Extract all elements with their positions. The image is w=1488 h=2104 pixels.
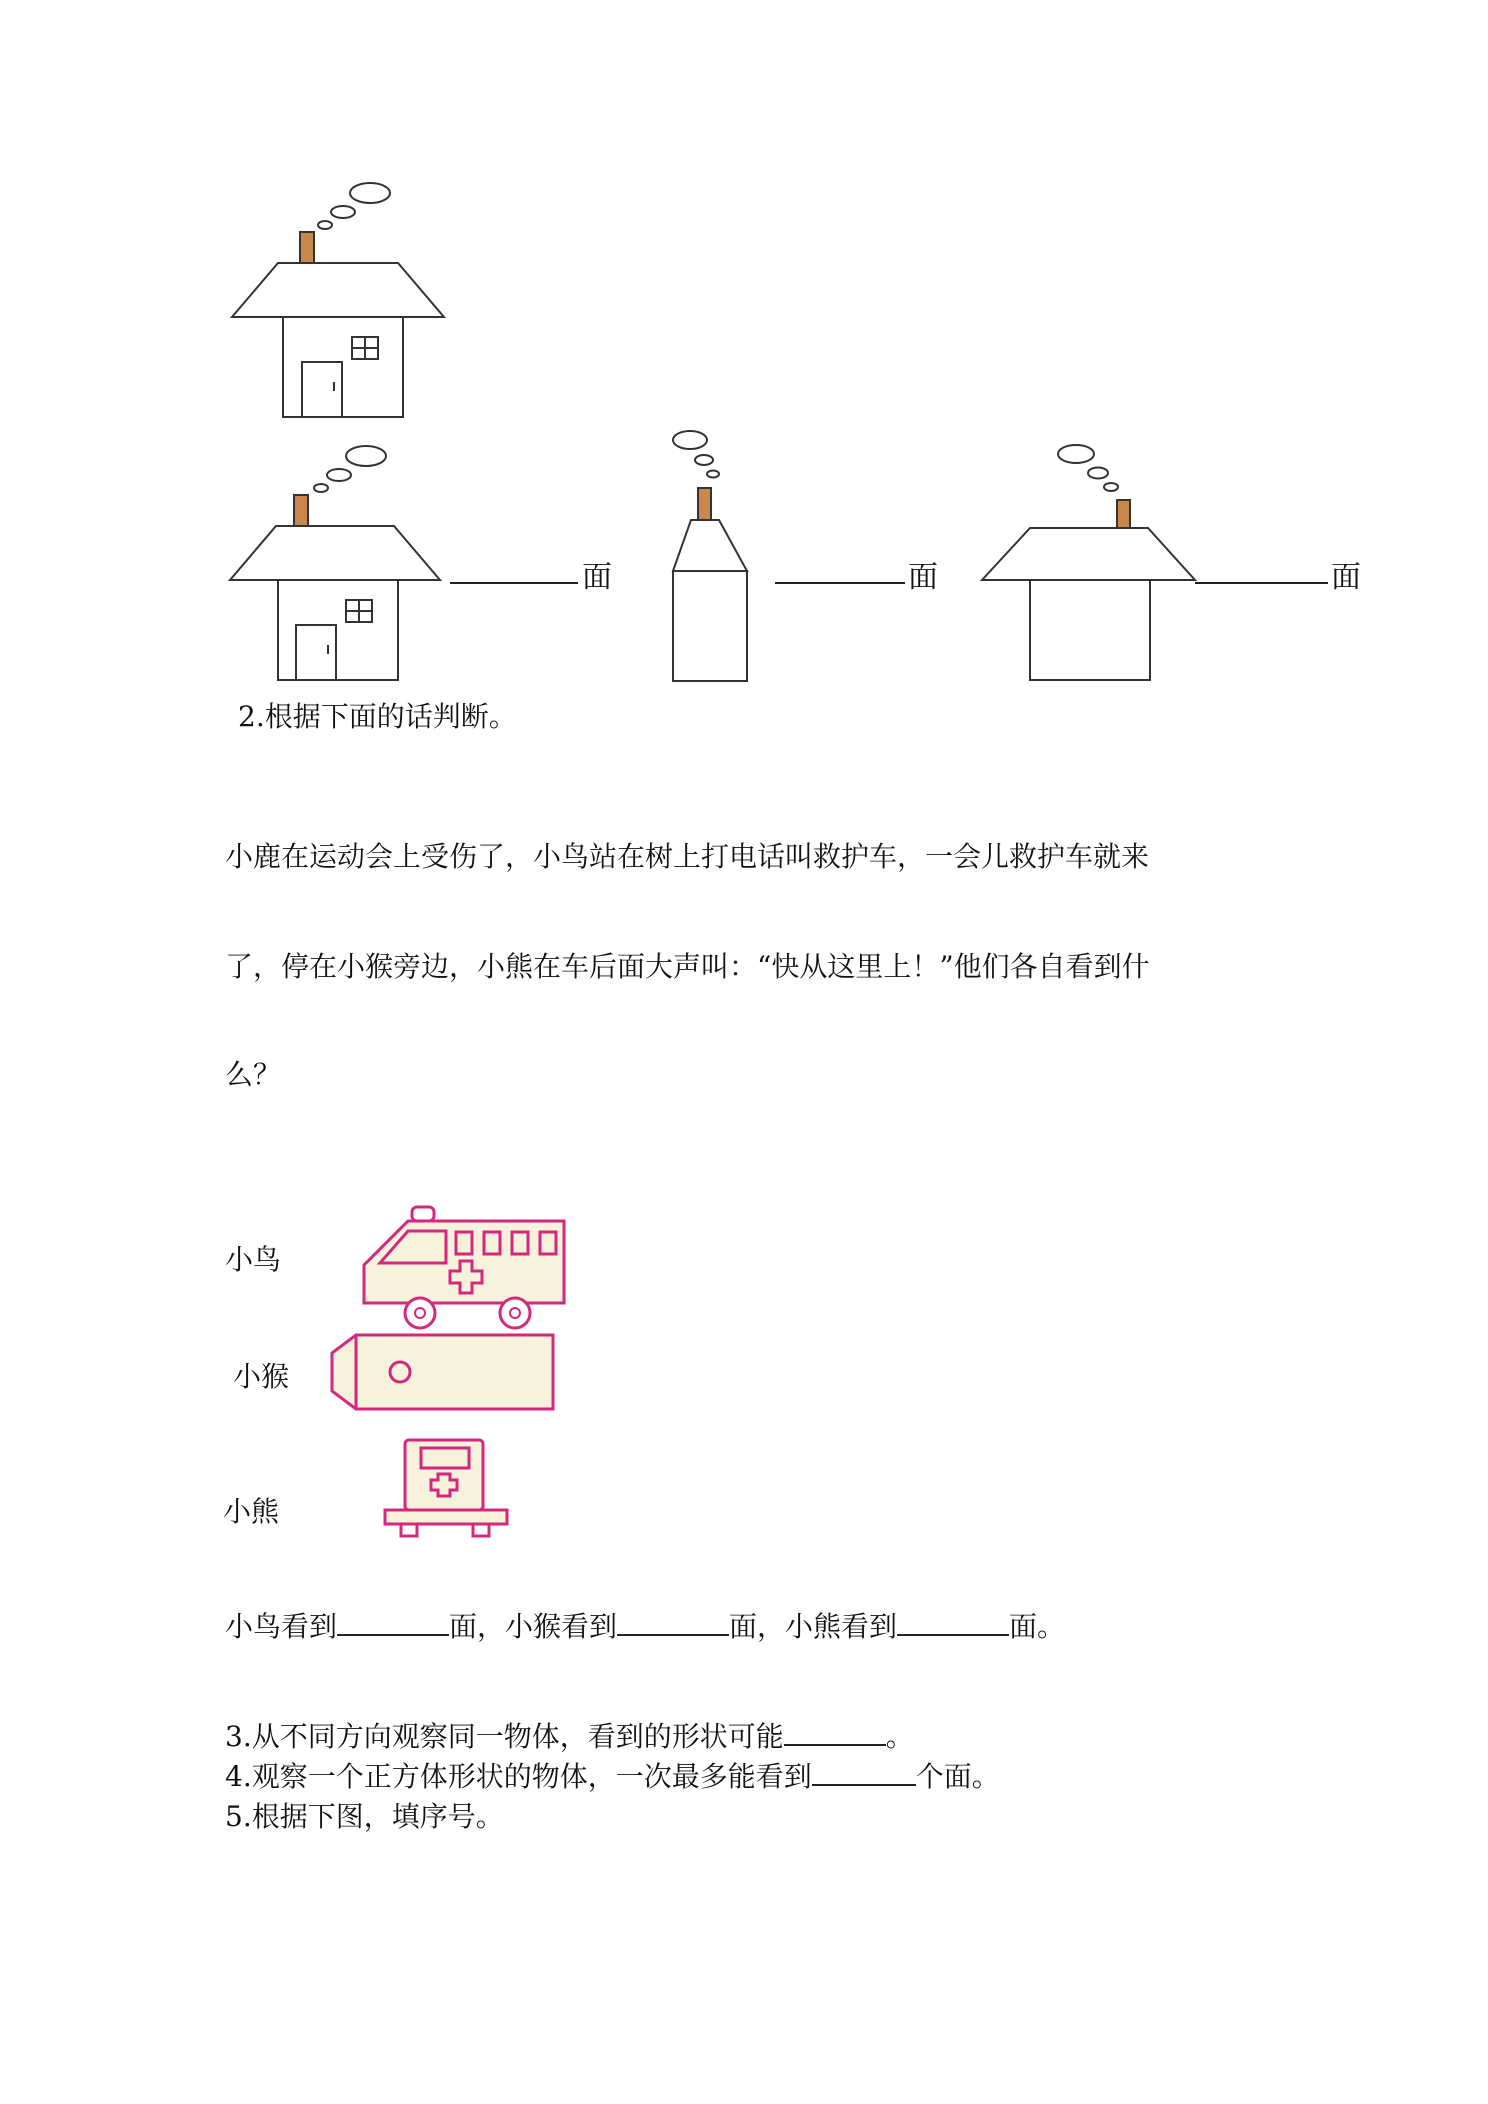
blank-bird[interactable] [337,1630,449,1636]
blank-monkey[interactable] [617,1630,729,1636]
story-line-3: 么？ [225,1058,282,1091]
answer-part-2: 面，小猴看到 [449,1610,618,1643]
answer-part-4: 面。 [1009,1610,1066,1643]
reference-house-figure [230,175,460,425]
side-view-house-figure [665,428,765,688]
story-line-1: 小鹿在运动会上受伤了，小鸟站在树上打电话叫救护车，一会儿救护车就来 [225,840,1150,873]
label-bear: 小熊 [223,1495,280,1528]
face-label-2: 面 [908,560,938,595]
question-2-title: 2.根据下面的话判断。 [238,700,517,733]
ambulance-side-view-figure [360,1205,570,1335]
ambulance-top-view-figure [328,1333,558,1413]
answer-blank-3[interactable] [1195,582,1328,584]
question-3-text: 3.从不同方向观察同一物体，看到的形状可能 [225,1720,784,1753]
label-monkey: 小猴 [233,1360,290,1393]
back-view-house-figure [980,440,1195,690]
question-3-end: 。 [885,1720,914,1753]
face-label-1: 面 [582,560,612,595]
question-4-end: 个面。 [915,1760,1000,1793]
question-3 [225,1720,914,1754]
question-5-title: 5.根据下图，填序号。 [225,1800,504,1833]
answer-part-3: 面，小熊看到 [729,1610,898,1643]
face-label-3: 面 [1331,560,1361,595]
story-line-2: 了，停在小猴旁边，小熊在车后面大声叫：“快从这里上！”他们各自看到什 [225,950,1150,983]
front-view-house-figure [228,440,458,690]
blank-q4[interactable] [812,1780,916,1786]
ambulance-rear-view-figure [383,1430,513,1540]
answer-blank-2[interactable] [775,582,905,584]
answer-sentence [225,1610,1065,1644]
label-bird: 小鸟 [225,1243,282,1276]
answer-blank-1[interactable] [450,582,578,584]
blank-bear[interactable] [897,1630,1009,1636]
question-4-text: 4.观察一个正方体形状的物体，一次最多能看到 [225,1760,812,1793]
question-4 [225,1760,1000,1794]
blank-q3[interactable] [784,1740,886,1746]
answer-part-1: 小鸟看到 [225,1610,338,1643]
